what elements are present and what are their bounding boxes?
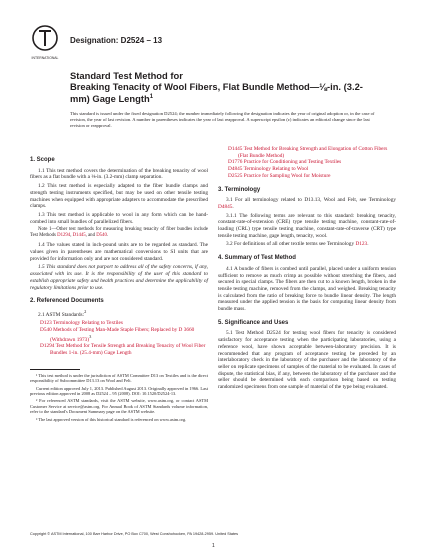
link-d2525[interactable]: D2525 bbox=[228, 172, 243, 179]
reference-d1776: D1776 Practice for Conditioning and Testing Textiles bbox=[228, 159, 342, 166]
footnote-divider bbox=[30, 369, 80, 370]
designation: Designation: D2524 – 13 bbox=[70, 36, 163, 45]
link-d1294-ref[interactable]: D1294 bbox=[40, 343, 55, 350]
left-column bbox=[30, 150, 208, 424]
link-d123-term[interactable]: D123 bbox=[355, 241, 368, 248]
section-heading-significance: 5. Significance and Uses bbox=[218, 319, 289, 326]
title-line2: Breaking Tenacity of Wool Fibers, Flat Bundle Method—⅛-in. (3.2-mm) Gage Length bbox=[70, 81, 363, 105]
reference-d4845: D4845 Terminology Relating to Wool bbox=[228, 166, 309, 173]
note-1: Note 1—Other test methods for measuring breaking tenacity of fiber bundles include Test Methods D1294, D1445, and D540. bbox=[30, 227, 208, 239]
document-title bbox=[70, 70, 370, 104]
footnote-3: ³ The last approved version of this historical standard is referenced on www.astm.org. bbox=[36, 416, 187, 422]
reference-d1445: D1445 Test Method for Breaking Strength and Elongation of Cotton Fibers (Flat Bundle Method) bbox=[228, 146, 388, 159]
paragraph-1-2: 1.2 This test method is especially adapted to the fiber bundle clamps and strength testing instruments specified, but may be used on other tensile testing machines when equipped with appropriate adapters to accommodate the prescribed clamps. bbox=[30, 183, 208, 210]
paragraph-1-1: 1.1 This test method covers the determination of the breaking tenacity of wool fibers as a flat bundle with a ⅛-in. (3.2-mm) clamp separation. bbox=[30, 167, 208, 181]
link-d123[interactable]: D123 bbox=[40, 320, 52, 327]
page-number: 1 bbox=[212, 543, 215, 549]
link-d540-ref[interactable]: D540 bbox=[40, 327, 52, 334]
paragraph-1-5-safety: 1.5 This standard does not purport to address all of the safety concerns, if any, associated with its use. It is the responsibility of the user of this standard to establish appropriate safety and health practices and determine the applicability of regulatory limitations prior to use. bbox=[30, 264, 208, 291]
title-line1: Standard Test Method for bbox=[70, 70, 183, 81]
link-d4845-term[interactable]: D4845 bbox=[218, 203, 233, 210]
footnote-2: ² For referenced ASTM standards, visit the ASTM website, www.astm.org, or contact ASTM Customer Service at service@astm.org. For Annual Book of ASTM Standards volume information, refer to the standard's Document Summary page on the ASTM website. bbox=[30, 398, 208, 415]
link-d1445[interactable]: D1445 bbox=[72, 233, 86, 239]
link-d540[interactable]: D540 bbox=[96, 233, 107, 239]
link-d1776[interactable]: D1776 bbox=[228, 159, 243, 166]
paragraph-3-2: 3.2 For definitions of all other textile terms see Terminology D123. bbox=[226, 241, 369, 248]
link-d4845[interactable]: D4845 bbox=[228, 166, 243, 173]
paragraph-5-1: 5.1 Test Method D2524 for testing wool fibers for tenacity is considered satisfactory for acceptance testing when the participating laboratories, using a reference wool, have shown acceptable between-laboratory precision. It is recommended that any program of acceptance testing be preceded by an interlaboratory check in the laboratory of the purchaser and the laboratory of the seller on replicate specimens of samples of the material to be evaluated. In cases of dispute, the statistical bias, if any, between the laboratory of the purchaser and the seller should be determined with each comparison being based on testing randomized specimens from one sample of material of the type being evaluated. bbox=[218, 330, 396, 391]
paragraph-2-1: 2.1 ASTM Standards:$^2$ bbox=[38, 308, 87, 318]
link-d1445-ref[interactable]: D1445 bbox=[228, 146, 243, 152]
reference-d123: D123 Terminology Relating to Textiles bbox=[40, 320, 123, 327]
paragraph-1-3: 1.3 This test method is applicable to wool in any form which can be hand-combed into small bundles of parallelized fibers. bbox=[30, 211, 208, 225]
issuance-notice: This standard is issued under the fixed designation D2524; the number immediately following the designation indicates the year of original adoption or, in the case of revision, the year of last revision. A number in parentheses indicates the year of last reapproval. A superscript epsilon (ε) indicates an editorial change since the last revision or reapproval. bbox=[70, 111, 375, 128]
reference-d1294: D1294 Test Method for Tensile Strength and Breaking Tenacity of Wool Fiber Bundles 1-in. (25.4-mm) Gage Length bbox=[40, 343, 206, 356]
paragraph-3-1: 3.1 For all terminology related to D13.13, Wool and Felt, see Terminology D4845. bbox=[218, 197, 396, 210]
svg-text:INTERNATIONAL: INTERNATIONAL bbox=[31, 56, 59, 60]
section-heading-scope: 1. Scope bbox=[30, 157, 55, 163]
footnote-1-edition: Current edition approved July 1, 2013. Published August 2013. Originally approved in 1966. Last previous edition approved in 2008 as D2524 – 95 (2008). DOI: 10.1520/D2524-13. bbox=[30, 385, 208, 396]
copyright-footer: Copyright © ASTM International, 100 Barr Harbor Drive, PO Box C700, West Conshohocken, PA 19428-2959. United States bbox=[30, 532, 239, 536]
reference-d2525: D2525 Practice for Sampling Wool for Moisture bbox=[228, 172, 331, 179]
section-heading-referenced-documents: 2. Referenced Documents bbox=[30, 298, 104, 305]
astm-logo bbox=[30, 24, 60, 62]
paragraph-4-1: 4.1 A bundle of fibers is combed until parallel, placed under a uniform tension sufficient to remove as much crimp as possible without stretching the fibers, and secured in special clamps. The fibers are then cut to a known length, broken in the tensile testing machine, removed from the clamps, and weighed. Breaking tenacity is calculated from the ratio of breaking force to bundle linear density. The length measured under the applied tension is the basis for computing linear density from bundle mass. bbox=[218, 265, 396, 313]
section-heading-terminology: 3. Terminology bbox=[218, 186, 261, 193]
reference-d540: D540 Methods of Testing Man-Made Staple Fibers; Replaced by D 3660 (Withdrawn 1973)$^3$ bbox=[40, 327, 195, 343]
section-heading-summary: 4. Summary of Test Method bbox=[218, 255, 296, 262]
paragraph-1-4: 1.4 The values stated in inch-pound units are to be regarded as standard. The values given in parentheses are mathematical conversions to SI units that are provided for information only and are not considered standard. bbox=[30, 242, 208, 262]
title-footnote-mark: 1 bbox=[149, 94, 154, 100]
footnote-1: ¹ This test method is under the jurisdiction of ASTM Committee D13 on Textiles and is the direct responsibility of Subcommittee D13.13 on Wool and Felt. bbox=[30, 372, 208, 384]
paragraph-3-1-1: 3.1.1 The following terms are relevant to this standard: breaking tenacity, constant-rate-of-extension (CRE) type tensile testing machine, constant-rate-of-loading (CRL) type tensile testing machine, constant-rate-of-traverse (CRT) type tensile testing machine, gage length, tenacity, wool. bbox=[218, 212, 396, 239]
link-d1294[interactable]: D1294 bbox=[57, 233, 71, 239]
right-column bbox=[218, 146, 396, 393]
